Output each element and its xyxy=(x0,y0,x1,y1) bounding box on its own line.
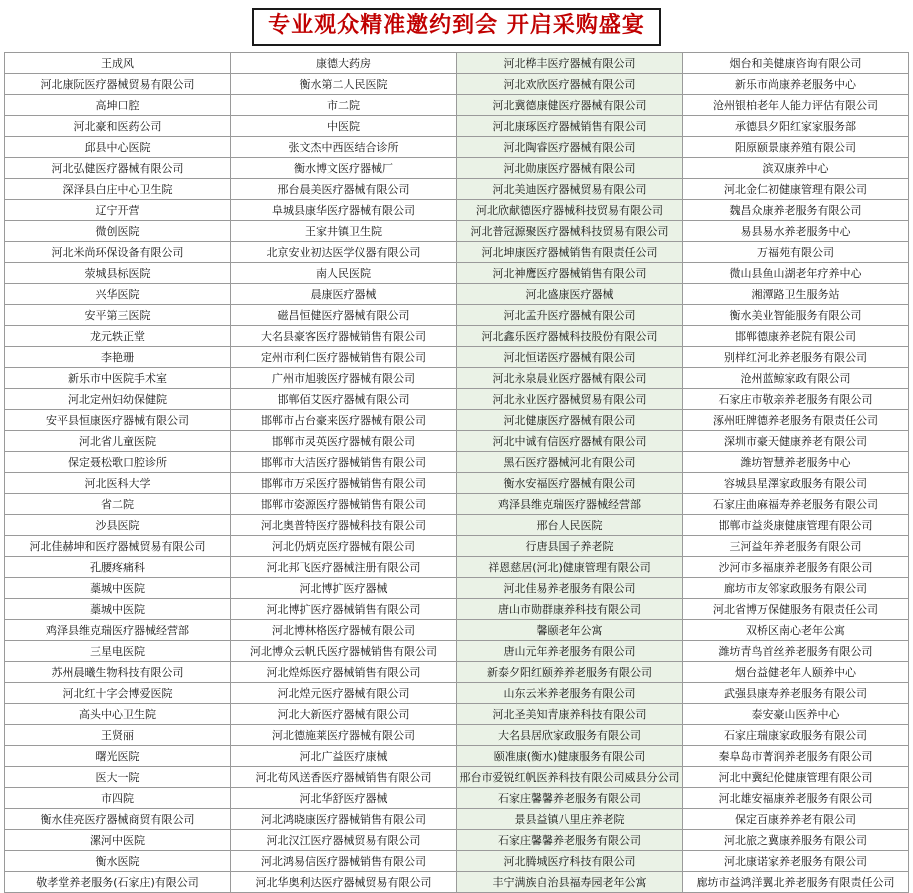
table-cell: 邯郸佰艾医疗器械有限公司 xyxy=(231,389,457,410)
header xyxy=(0,0,913,52)
table-row xyxy=(5,557,909,578)
table-cell: 河北鸿晓康医疗器械销售有限公司 xyxy=(231,809,457,830)
table-cell: 河北鸿易信医疗器械销售有限公司 xyxy=(231,851,457,872)
table-cell: 邯郸市益炎康健康管理有限公司 xyxy=(683,515,909,536)
table-cell: 深泽县白庄中心卫生院 xyxy=(5,179,231,200)
table-cell: 衡水博文医疗器械厂 xyxy=(231,158,457,179)
table-cell: 河北中诚有信医疗器械有限公司 xyxy=(457,431,683,452)
table-cell: 衡水医院 xyxy=(5,851,231,872)
table-cell: 承德县夕阳红家家服务部 xyxy=(683,116,909,137)
table-row xyxy=(5,74,909,95)
table-cell: 阜城县康华医疗器械有限公司 xyxy=(231,200,457,221)
table-cell: 磁昌恒健医疗器械有限公司 xyxy=(231,305,457,326)
table-cell: 河北陶睿医疗器械有限公司 xyxy=(457,137,683,158)
table-cell: 辽宁开营 xyxy=(5,200,231,221)
table-cell: 万福苑有限公司 xyxy=(683,242,909,263)
table-cell: 河北坤康医疗器械销售有限责任公司 xyxy=(457,242,683,263)
table-row xyxy=(5,620,909,641)
table-cell: 秦阜岛市菁润养老服务有限公司 xyxy=(683,746,909,767)
table-row xyxy=(5,242,909,263)
table-row xyxy=(5,137,909,158)
table-cell: 河北普冠源聚医疗器械科技贸易有限公司 xyxy=(457,221,683,242)
table-row xyxy=(5,473,909,494)
table-cell: 河北省博万保健服务有限责任公司 xyxy=(683,599,909,620)
table-cell: 河北佳赫坤和医疗器械贸易有限公司 xyxy=(5,536,231,557)
table-row xyxy=(5,788,909,809)
table-cell: 藁城中医院 xyxy=(5,578,231,599)
page-title: 专业观众精准邀约到会 开启采购盛宴 xyxy=(268,13,645,38)
table-row xyxy=(5,116,909,137)
table-cell: 北京安业初达医学仪器有限公司 xyxy=(231,242,457,263)
table-cell: 易县易水养老服务中心 xyxy=(683,221,909,242)
table-cell: 衡水安福医疗器械有限公司 xyxy=(457,473,683,494)
table-cell: 保定聂松歌口腔诊所 xyxy=(5,452,231,473)
table-cell: 保定百康养养老有限公司 xyxy=(683,809,909,830)
table-cell: 别样红河北养老服务有限公司 xyxy=(683,347,909,368)
table-cell: 中医院 xyxy=(231,116,457,137)
table-cell: 河北弘健医疗器械有限公司 xyxy=(5,158,231,179)
table-cell: 邯郸市姿源医疗器械销售有限公司 xyxy=(231,494,457,515)
table-cell: 河北旅之冀康养服务有限公司 xyxy=(683,830,909,851)
table-cell: 河北康阮医疗器械贸易有限公司 xyxy=(5,74,231,95)
table-row xyxy=(5,809,909,830)
table-cell: 安平县恒康医疗器械有限公司 xyxy=(5,410,231,431)
table-cell: 微山县鱼山湖老年疗养中心 xyxy=(683,263,909,284)
table-cell: 石家庄瑞康家政服务有限公司 xyxy=(683,725,909,746)
table-cell: 藁城中医院 xyxy=(5,599,231,620)
title-box xyxy=(252,8,661,46)
table-cell: 鸡泽县维克瑞医疗器械经营部 xyxy=(457,494,683,515)
table-cell: 河北米尚环保设备有限公司 xyxy=(5,242,231,263)
table-cell: 景县益镇八里庄养老院 xyxy=(457,809,683,830)
table-row xyxy=(5,851,909,872)
table-cell: 武强县康寿养老服务有限公司 xyxy=(683,683,909,704)
table-cell: 市二院 xyxy=(231,95,457,116)
table-cell: 医大一院 xyxy=(5,767,231,788)
table-cell: 敬孝堂养老服务(石家庄)有限公司 xyxy=(5,872,231,893)
table-cell: 石家庄曲麻福寿养老服务有限公司 xyxy=(683,494,909,515)
table-cell: 邯郸市灵英医疗器械有限公司 xyxy=(231,431,457,452)
table-cell: 河北佳易养老服务有限公司 xyxy=(457,578,683,599)
table-cell: 唐山市勋群康养科技有限公司 xyxy=(457,599,683,620)
table-cell: 漯河中医院 xyxy=(5,830,231,851)
table-cell: 魏昌众康养老服务有限公司 xyxy=(683,200,909,221)
table-cell: 河北定州妇幼保健院 xyxy=(5,389,231,410)
table-cell: 河北博扩医疗器械 xyxy=(231,578,457,599)
table-cell: 曙光医院 xyxy=(5,746,231,767)
table-cell: 邢台人民医院 xyxy=(457,515,683,536)
table-row xyxy=(5,641,909,662)
table-row xyxy=(5,221,909,242)
table-cell: 祥恩慈居(河北)健康管理有限公司 xyxy=(457,557,683,578)
table-cell: 定州市利仁医疗器械销售有限公司 xyxy=(231,347,457,368)
table-cell: 河北欢欣医疗器械有限公司 xyxy=(457,74,683,95)
table-cell: 邢台晨美医疗器械有限公司 xyxy=(231,179,457,200)
table-cell: 河北腾城医疗科技有限公司 xyxy=(457,851,683,872)
table-cell: 双桥区南心老年公寓 xyxy=(683,620,909,641)
table-cell: 安平第三医院 xyxy=(5,305,231,326)
table-cell: 邢台市爱锐红帆医养科技有限公司威县分公司 xyxy=(457,767,683,788)
table-row xyxy=(5,662,909,683)
table-cell: 河北鑫乐医疗器械科技股份有限公司 xyxy=(457,326,683,347)
table-cell: 河北神鹰医疗器械销售有限公司 xyxy=(457,263,683,284)
table-cell: 沧州蓝鲸家政有限公司 xyxy=(683,368,909,389)
table-cell: 高头中心卫生院 xyxy=(5,704,231,725)
table-row xyxy=(5,767,909,788)
table-cell: 潍坊智慧养老服务中心 xyxy=(683,452,909,473)
table-row xyxy=(5,431,909,452)
table-row xyxy=(5,305,909,326)
table-cell: 衡水美业智能服务有限公司 xyxy=(683,305,909,326)
table-cell: 衡水佳亮医疗器械商贸有限公司 xyxy=(5,809,231,830)
table-cell: 泰安豪山医养中心 xyxy=(683,704,909,725)
table-cell: 廊坊市友邻家政服务有限公司 xyxy=(683,578,909,599)
table-row xyxy=(5,284,909,305)
table-cell: 河北盛康医疗器械 xyxy=(457,284,683,305)
table-row xyxy=(5,683,909,704)
table-row xyxy=(5,746,909,767)
table-cell: 河北华奥利达医疗器械贸易有限公司 xyxy=(231,872,457,893)
table-cell: 河北大新医疗器械有限公司 xyxy=(231,704,457,725)
table-cell: 市四院 xyxy=(5,788,231,809)
table-cell: 河北桦丰医疗器械有限公司 xyxy=(457,53,683,74)
table-cell: 新泰夕阳红颐养养老服务有限公司 xyxy=(457,662,683,683)
table-cell: 河北永泉晨业医疗器械有限公司 xyxy=(457,368,683,389)
table-cell: 滨双康养中心 xyxy=(683,158,909,179)
table-cell: 晨康医疗器械 xyxy=(231,284,457,305)
table-cell: 河北豪和医药公司 xyxy=(5,116,231,137)
table-cell: 李艳珊 xyxy=(5,347,231,368)
table-row xyxy=(5,830,909,851)
table-row xyxy=(5,200,909,221)
table-cell: 河北中冀纪伦健康管理有限公司 xyxy=(683,767,909,788)
table-cell: 河北红十字会博爱医院 xyxy=(5,683,231,704)
table-row xyxy=(5,368,909,389)
table-row xyxy=(5,494,909,515)
table-cell: 行唐县国子养老院 xyxy=(457,536,683,557)
table-cell: 涿州旺牌德养老服务有限责任公司 xyxy=(683,410,909,431)
table-cell: 河北邦飞医疗器械注册有限公司 xyxy=(231,557,457,578)
table-cell: 河北永业医疗器械贸易有限公司 xyxy=(457,389,683,410)
table-cell: 河北冀德康健医疗器械有限公司 xyxy=(457,95,683,116)
table-cell: 深圳市豪天健康养老有限公司 xyxy=(683,431,909,452)
table-cell: 容城县星澤家政服务有限公司 xyxy=(683,473,909,494)
table-cell: 邯郸市占台豪来医疗器械有限公司 xyxy=(231,410,457,431)
table-cell: 衡水第二人民医院 xyxy=(231,74,457,95)
table-cell: 邯郸德康养老院有限公司 xyxy=(683,326,909,347)
table-cell: 沙河市多福康养老服务有限公司 xyxy=(683,557,909,578)
table-row xyxy=(5,53,909,74)
table-cell: 河北雄安福康养老服务有限公司 xyxy=(683,788,909,809)
table-cell: 大名县豪客医疗器械销售有限公司 xyxy=(231,326,457,347)
table-cell: 邯郸市大洁医疗器械销售有限公司 xyxy=(231,452,457,473)
table-cell: 河北省儿童医院 xyxy=(5,431,231,452)
table-cell: 大名县居欣家政服务有限公司 xyxy=(457,725,683,746)
table-cell: 微创医院 xyxy=(5,221,231,242)
table-cell: 苏州晨曦生物科技有限公司 xyxy=(5,662,231,683)
table-cell: 荥城县标医院 xyxy=(5,263,231,284)
table-cell: 河北恒诺医疗器械有限公司 xyxy=(457,347,683,368)
table-cell: 潍坊青鸟首丝养老服务有限公司 xyxy=(683,641,909,662)
table-cell: 沧州银柏老年人能力评估有限公司 xyxy=(683,95,909,116)
table-cell: 孔腰疼痛科 xyxy=(5,557,231,578)
table-cell: 河北博扩医疗器械销售有限公司 xyxy=(231,599,457,620)
table-cell: 河北健康医疗器械有限公司 xyxy=(457,410,683,431)
table-cell: 石家庄馨馨养老服务有限公司 xyxy=(457,788,683,809)
table-cell: 河北圣美知青康养科技有限公司 xyxy=(457,704,683,725)
table-cell: 河北广益医疗康械 xyxy=(231,746,457,767)
table-cell: 河北美迪医疗器械贸易有限公司 xyxy=(457,179,683,200)
table-cell: 河北康琢医疗器械销售有限公司 xyxy=(457,116,683,137)
table-row xyxy=(5,578,909,599)
table-cell: 烟台和美健康咨询有限公司 xyxy=(683,53,909,74)
table-row xyxy=(5,515,909,536)
table-cell: 龙元轶正堂 xyxy=(5,326,231,347)
table-row xyxy=(5,410,909,431)
company-table xyxy=(4,52,909,893)
table-cell: 石家庄市敬亲养老服务有限公司 xyxy=(683,389,909,410)
table-row xyxy=(5,704,909,725)
table-row xyxy=(5,263,909,284)
table-cell: 河北勋康医疗器械有限公司 xyxy=(457,158,683,179)
table-cell: 沙县医院 xyxy=(5,515,231,536)
table-cell: 山东云米养老服务有限公司 xyxy=(457,683,683,704)
table-cell: 三河益年养老服务有限公司 xyxy=(683,536,909,557)
table-cell: 烟台益健老年人颐养中心 xyxy=(683,662,909,683)
table-cell: 河北医科大学 xyxy=(5,473,231,494)
table-cell: 河北煌元医疗器械有限公司 xyxy=(231,683,457,704)
table-cell: 阳原颐景康养殖有限公司 xyxy=(683,137,909,158)
table-cell: 河北康诺家养老服务有限公司 xyxy=(683,851,909,872)
table-row xyxy=(5,599,909,620)
table-cell: 新乐市尚康养老服务中心 xyxy=(683,74,909,95)
table-row xyxy=(5,536,909,557)
table-cell: 南人民医院 xyxy=(231,263,457,284)
table-cell: 王成风 xyxy=(5,53,231,74)
table-cell: 丰宁满族自治县福寿园老年公寓 xyxy=(457,872,683,893)
table-cell: 河北苟风送香医疗器械销售有限公司 xyxy=(231,767,457,788)
table-cell: 康德大药房 xyxy=(231,53,457,74)
table-cell: 广州市旭骏医疗器械有限公司 xyxy=(231,368,457,389)
table-cell: 河北仍炳克医疗器械有限公司 xyxy=(231,536,457,557)
table-cell: 河北金仁初健康管理有限公司 xyxy=(683,179,909,200)
table-row xyxy=(5,179,909,200)
table-cell: 张文杰中西医结合诊所 xyxy=(231,137,457,158)
table-cell: 唐山元年养老服务有限公司 xyxy=(457,641,683,662)
table-cell: 邱县中心医院 xyxy=(5,137,231,158)
table-row xyxy=(5,725,909,746)
table-cell: 河北华舒医疗器械 xyxy=(231,788,457,809)
table-cell: 省二院 xyxy=(5,494,231,515)
table-cell: 邯郸市万采医疗器械销售有限公司 xyxy=(231,473,457,494)
table-cell: 石家庄馨馨养老服务有限公司 xyxy=(457,830,683,851)
table-row xyxy=(5,347,909,368)
table-cell: 河北博众云帆氏医疗器械销售有限公司 xyxy=(231,641,457,662)
table-row xyxy=(5,326,909,347)
table-cell: 兴华医院 xyxy=(5,284,231,305)
table-cell: 鸡泽县维克瑞医疗器械经营部 xyxy=(5,620,231,641)
table-row xyxy=(5,389,909,410)
table-cell: 颐准康(衡水)健康服务有限公司 xyxy=(457,746,683,767)
table-row xyxy=(5,95,909,116)
table-cell: 河北煌烁医疗器械销售有限公司 xyxy=(231,662,457,683)
table-row xyxy=(5,452,909,473)
table-row xyxy=(5,872,909,893)
table-cell: 河北奥普特医疗器械科技有限公司 xyxy=(231,515,457,536)
table-cell: 河北孟升医疗器械有限公司 xyxy=(457,305,683,326)
table-cell: 王家井镇卫生院 xyxy=(231,221,457,242)
table-cell: 王贤丽 xyxy=(5,725,231,746)
table-cell: 高坤口腔 xyxy=(5,95,231,116)
table-cell: 三星电医院 xyxy=(5,641,231,662)
table-cell: 湘潭路卫生服务站 xyxy=(683,284,909,305)
table-row xyxy=(5,158,909,179)
table-cell: 河北汉江医疗器械贸易有限公司 xyxy=(231,830,457,851)
table-cell: 河北欣献德医疗器械科技贸易有限公司 xyxy=(457,200,683,221)
table-cell: 廊坊市益鸿洋翼北养老服务有限责任公司 xyxy=(683,872,909,893)
table-cell: 河北博林格医疗器械有限公司 xyxy=(231,620,457,641)
table-cell: 河北德施莱医疗器械有限公司 xyxy=(231,725,457,746)
table-cell: 新乐市中医院手术室 xyxy=(5,368,231,389)
table-cell: 黑石医疗器械河北有限公司 xyxy=(457,452,683,473)
table-cell: 馨颐老年公寓 xyxy=(457,620,683,641)
